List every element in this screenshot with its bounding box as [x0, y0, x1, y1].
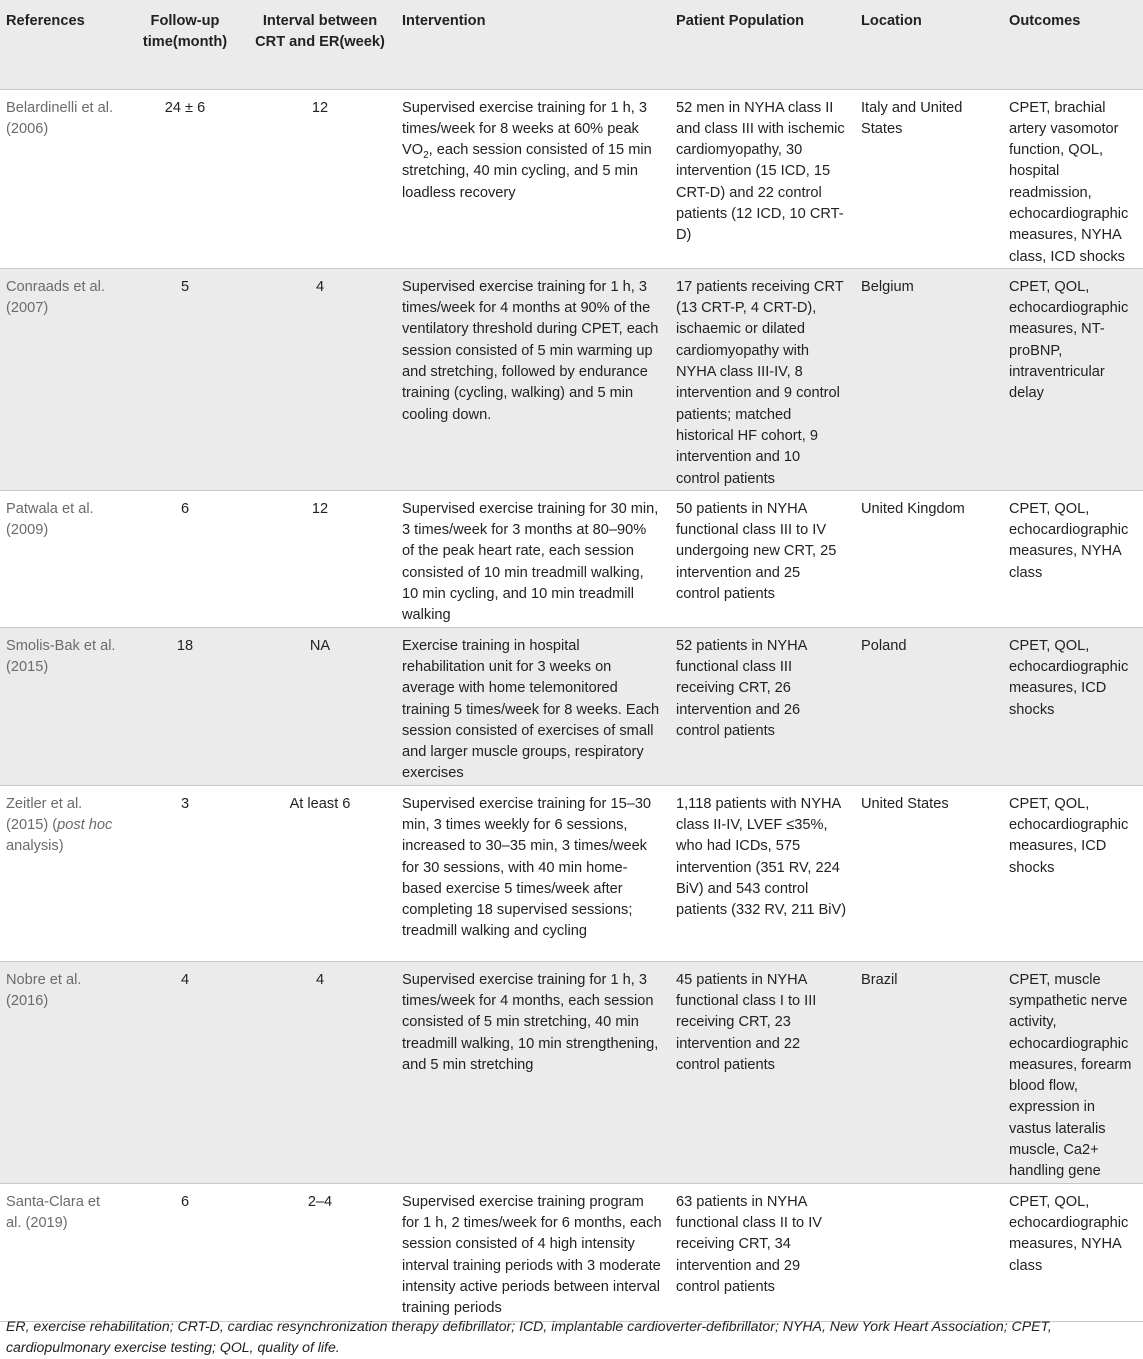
header-population: Patient Population	[676, 13, 805, 29]
table-row	[0, 785, 1143, 961]
reference-cell[interactable]: Smolis-Bak et al. (2015)	[6, 637, 116, 675]
population-cell: 63 patients in NYHA functional class II to IV receiving CRT, 34 intervention and 29 control patients	[676, 1193, 823, 1295]
followup-cell: 6	[180, 500, 190, 517]
header-followup: Follow-up time(month)	[142, 13, 228, 51]
outcomes-cell: CPET, QOL, echocardiographic measures, ICD shocks	[1009, 637, 1129, 718]
table-row	[0, 1183, 1143, 1321]
interval-cell: 4	[315, 971, 325, 988]
followup-cell: 6	[180, 1193, 190, 1210]
table-footnote: ER, exercise rehabilitation; CRT-D, cardiac resynchronization therapy defibrillator; ICD, implantable cardioverter-defibrillator; NYHA, New York Heart Association; CPET, cardiopulmonary exercise testing; QOL, quality of life.	[6, 1318, 1052, 1355]
population-cell: 1,118 patients with NYHA class II-IV, LVEF ≤35%, who had ICDs, 575 intervention (351 RV, 224 BiV) and 543 control patients (332 RV, 211 BiV)	[676, 795, 847, 919]
intervention-text-cont: , each session consisted of 15 min stretching, 40 min cycling, and 5 min loadless recovery	[402, 142, 652, 201]
interval-cell: At least 6	[289, 795, 351, 812]
outcomes-cell: CPET, muscle sympathetic nerve activity, echocardiographic measures, forearm blood flow, expression in vastus lateralis muscle, Ca2+ handling gene	[1009, 971, 1132, 1180]
location-cell	[853, 1183, 999, 1321]
intervention-subscript: 2	[423, 150, 429, 161]
outcomes-cell: CPET, QOL, echocardiographic measures, NT-proBNP, intraventricular delay	[1009, 278, 1129, 402]
intervention-cell: Supervised exercise training for 15–30 min, 3 times weekly for 6 sessions, increased to 30–35 min, 3 times/week for 30 sessions, with 40 min home-based exercise 5 times/week after completing 18 supervised sessions; treadmill walking and cycling	[402, 795, 652, 940]
location-cell: Brazil	[861, 971, 898, 988]
location-cell: Poland	[861, 637, 907, 654]
header-interval: Interval between CRT and ER(week)	[255, 13, 385, 51]
population-cell: 45 patients in NYHA functional class I to III receiving CRT, 23 intervention and 22 control patients	[676, 971, 817, 1073]
location-cell: Belgium	[861, 278, 914, 295]
table-row	[0, 268, 1143, 490]
followup-cell: 18	[176, 637, 194, 654]
reference-cell[interactable]: Conraads et al. (2007)	[6, 278, 105, 317]
outcomes-cell: CPET, brachial artery vasomotor function, QOL, hospital readmission, echocardiographic measures, NYHA class, ICD shocks	[1009, 99, 1129, 265]
reference-cell[interactable]: Santa-Clara et al. (2019)	[6, 1193, 101, 1231]
population-cell: 52 patients in NYHA functional class III receiving CRT, 26 intervention and 26 control patients	[676, 637, 807, 739]
reference-cell[interactable]: Nobre et al. (2016)	[6, 971, 82, 1009]
header-intervention: Intervention	[402, 13, 486, 29]
location-cell: United Kingdom	[861, 500, 965, 517]
population-cell: 52 men in NYHA class II and class III with ischemic cardiomyopathy, 30 intervention (15 ICD, 15 CRT-D) and 22 control patients (12 ICD, 10 CRT-D)	[676, 99, 845, 244]
intervention-text: Supervised exercise training for 1 h, 3 times/week for 8 weeks at 60% peak VO	[402, 99, 647, 159]
outcomes-cell: CPET, QOL, echocardiographic measures, ICD shocks	[1009, 795, 1129, 876]
interval-cell: 12	[311, 500, 329, 517]
intervention-cell: Supervised exercise training for 30 min, 3 times/week for 3 months at 80–90% of the peak heart rate, each session consisted of 10 min treadmill walking, 10 min cycling, and 10 min treadmill walking	[402, 500, 659, 624]
reference-italic: post hoc	[57, 817, 113, 833]
header-outcomes: Outcomes	[1009, 13, 1081, 29]
table-row	[0, 627, 1143, 785]
table-row	[0, 961, 1143, 1183]
header-row	[0, 0, 1143, 89]
reference-cell[interactable]	[0, 785, 122, 961]
intervention-cell: Supervised exercise training for 1 h, 3 times/week for 4 months at 90% of the ventilatory threshold during CPET, each session consisted of 5 min warming up and stretching, followed by endurance training (cycling, walking) and 5 min cooling down.	[402, 278, 659, 423]
interval-cell: NA	[309, 637, 331, 654]
intervention-cell	[392, 89, 668, 268]
location-cell: Italy and United States	[861, 99, 963, 137]
interval-cell: 2–4	[307, 1193, 333, 1210]
reference-cell[interactable]: Belardinelli et al. (2006)	[6, 99, 114, 137]
followup-cell: 24 ± 6	[164, 99, 206, 116]
reference-cell[interactable]: Patwala et al. (2009)	[6, 500, 94, 539]
population-cell: 50 patients in NYHA functional class III to IV undergoing new CRT, 25 intervention and 25 control patients	[676, 500, 837, 603]
population-cell: 17 patients receiving CRT (13 CRT-P, 4 CRT-D), ischaemic or dilated cardiomyopathy with NYHA class III-IV, 8 intervention and 9 control patients; matched historical HF cohort, 9 intervention and 10 control patients	[676, 278, 844, 487]
header-location: Location	[861, 13, 922, 29]
outcomes-cell: CPET, QOL, echocardiographic measures, NYHA class	[1009, 1193, 1129, 1274]
followup-cell: 3	[180, 795, 190, 812]
intervention-cell: Exercise training in hospital rehabilitation unit for 3 weeks on average with home telemonitored training 5 times/week for 8 weeks. Each session consisted of exercises of small and larger muscle groups, respiratory exercises	[402, 637, 660, 782]
intervention-cell: Supervised exercise training program for 1 h, 2 times/week for 6 months, each session consisted of 4 high intensity interval training periods with 3 moderate intensity active periods between interval training periods	[402, 1193, 662, 1317]
interval-cell: 12	[311, 99, 329, 116]
table-row	[0, 490, 1143, 627]
reference-text-cont: analysis)	[6, 838, 64, 855]
followup-cell: 4	[180, 971, 190, 988]
outcomes-cell: CPET, QOL, echocardiographic measures, NYHA class	[1009, 500, 1129, 581]
reference-text: Zeitler et al. (2015) (	[6, 795, 83, 833]
header-references: References	[6, 13, 85, 29]
interval-cell: 4	[315, 278, 325, 295]
intervention-cell: Supervised exercise training for 1 h, 3 times/week for 4 months, each session consisted of 5 min stretching, 40 min treadmill walking, 10 min strengthening, and 5 min stretching	[402, 971, 659, 1073]
followup-cell: 5	[180, 278, 190, 295]
location-cell: United States	[861, 795, 949, 812]
table-row	[0, 89, 1143, 268]
